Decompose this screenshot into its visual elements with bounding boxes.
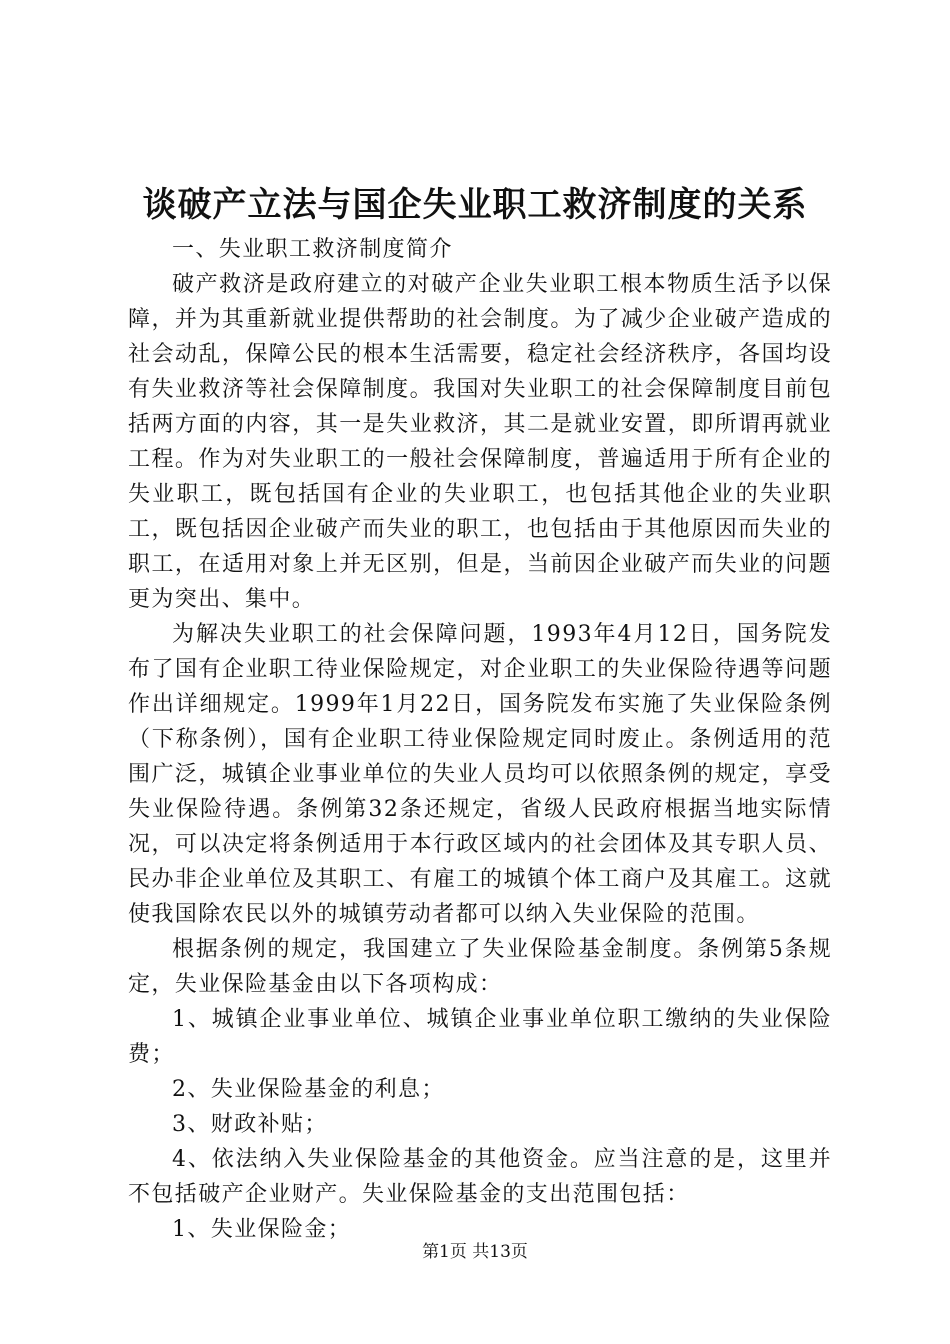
page-footer: 第1页 共13页	[422, 1242, 528, 1262]
list-item: 2、失业保险基金的利息；	[172, 1077, 445, 1102]
document-body	[128, 232, 832, 1247]
list-item: 1、失业保险金；	[172, 1217, 352, 1242]
paragraph: 为解决失业职工的社会保障问题，1993年4月12日，国务院发布了国有企业职工待业保险规定，对企业职工的失业保险待遇等问题作出详细规定。1999年1月22日，国务院发布实施了失业保险条例（下称条例），国有企业职工待业保险规定同时废止。条例适用的范围广泛，城镇企业事业单位的失业人员均可以依照条例的规定，享受失业保险待遇。条例第32条还规定，省级人民政府根据当地实际情况，可以决定将条例适用于本行政区域内的社会团体及其专职人员、民办非企业单位及其职工、有雇工的城镇个体工商户及其雇工。这就使我国除农民以外的城镇劳动者都可以纳入失业保险的范围。	[128, 622, 832, 927]
list-item: 3、财政补贴；	[172, 1112, 328, 1137]
document-title: 谈破产立法与国企失业职工救济制度的关系	[142, 185, 808, 225]
list-item: 1、城镇企业事业单位、城镇企业事业单位职工缴纳的失业保险费；	[128, 1007, 832, 1067]
paragraph: 根据条例的规定，我国建立了失业保险基金制度。条例第5条规定，失业保险基金由以下各项构成：	[128, 937, 832, 997]
list-item: 4、依法纳入失业保险基金的其他资金。应当注意的是，这里并不包括破产企业财产。失业保险基金的支出范围包括：	[128, 1147, 832, 1207]
section-heading: 一、失业职工救济制度简介	[172, 237, 453, 262]
paragraph: 破产救济是政府建立的对破产企业失业职工根本物质生活予以保障，并为其重新就业提供帮助的社会制度。为了减少企业破产造成的社会动乱，保障公民的根本生活需要，稳定社会经济秩序，各国均设有失业救济等社会保障制度。我国对失业职工的社会保障制度目前包括两方面的内容，其一是失业救济，其二是就业安置，即所谓再就业工程。作为对失业职工的一般社会保障制度，普遍适用于所有企业的失业职工，既包括国有企业的失业职工，也包括其他企业的失业职工，既包括因企业破产而失业的职工，也包括由于其他原因而失业的职工，在适用对象上并无区别，但是，当前因企业破产而失业的问题更为突出、集中。	[128, 272, 832, 612]
